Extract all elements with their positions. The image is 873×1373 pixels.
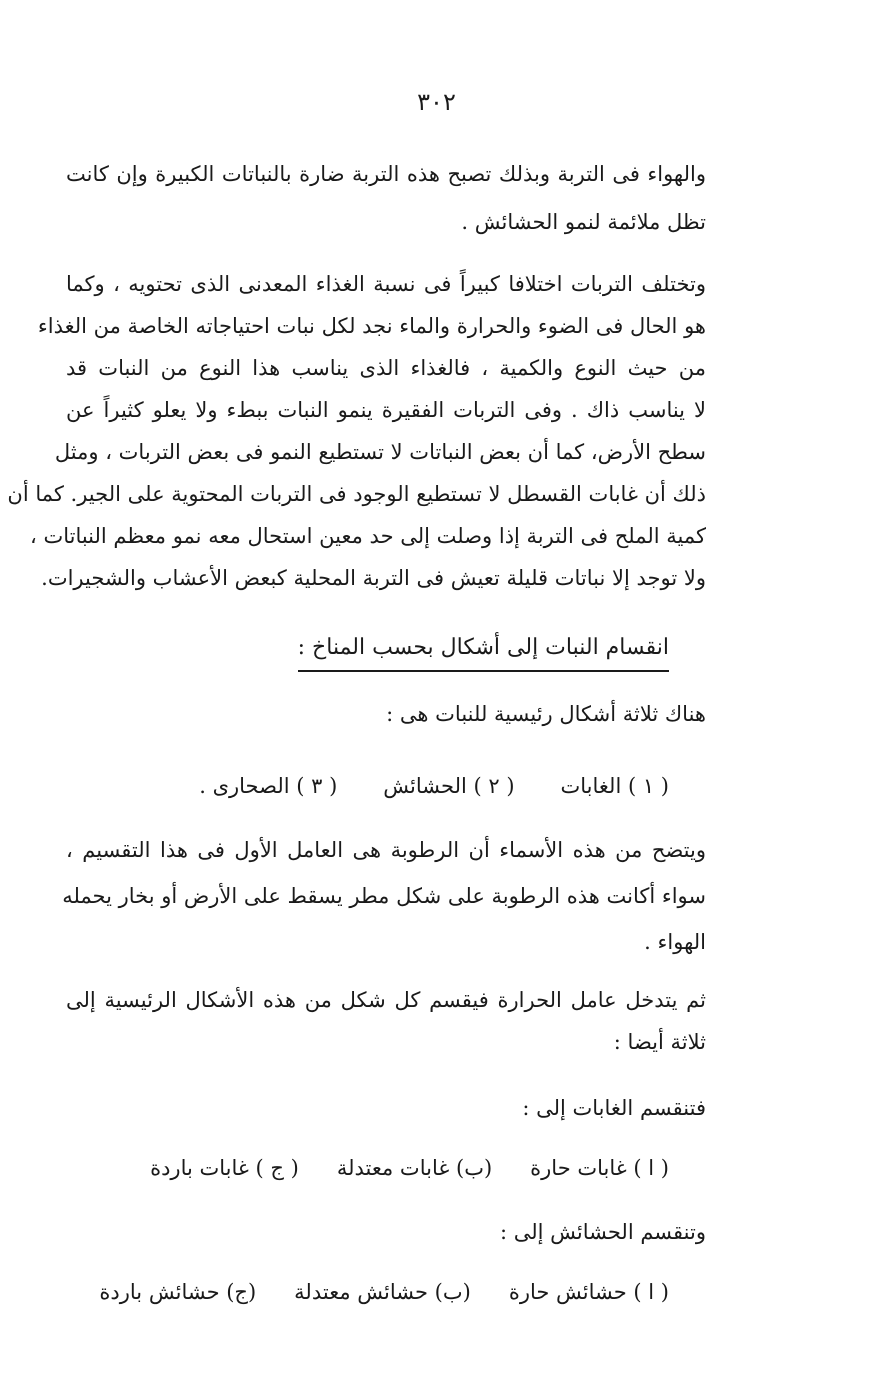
paragraph-2-line-3: من حيث النوع والكمية ، فالغذاء الذى يناسب هذا النوع من النبات قد [66, 356, 706, 380]
paragraph-2-line-1: وتختلف التربات اختلافا كبيراً فى نسبة الغذاء المعدنى الذى تحتويه ، وكما [66, 272, 706, 296]
main-forms-list [199, 766, 669, 806]
grasses-intro: وتنقسم الحشائش إلى : [499, 1220, 706, 1244]
grass-types-list [99, 1272, 669, 1312]
forms-intro-line: هناك ثلاثة أشكال رئيسية للنبات هى : [386, 702, 706, 726]
forests-intro: فتنقسم الغابات إلى : [522, 1096, 706, 1120]
paragraph-4-line-2: ثلاثة أيضا : [613, 1030, 706, 1054]
section-heading: انقسام النبات إلى أشكال بحسب المناخ : [298, 628, 669, 672]
main-form-deserts: ( ٣ ) الصحارى . [199, 774, 338, 798]
paragraph-1-line-2: تظل ملائمة لنمو الحشائش . [461, 210, 706, 234]
forest-types-list [150, 1148, 669, 1188]
paragraph-3-line-2: سواء أكانت هذه الرطوبة على شكل مطر يسقط على الأرض أو بخار يحمله [62, 884, 706, 908]
paragraph-1-line-1: والهواء فى التربة وبذلك تصبح هذه التربة ضارة بالنباتات الكبيرة وإن كانت [66, 162, 706, 186]
paragraph-2-line-6: ذلك أن غابات القسطل لا تستطيع الوجود فى التربات المحتوية على الجير. كما أن [7, 482, 706, 506]
paragraph-3-line-1: ويتضح من هذه الأسماء أن الرطوبة هى العامل الأول فى هذا التقسيم ، [66, 838, 706, 862]
paragraph-2-line-2: هو الحال فى الضوء والحرارة والماء نجد لكل نبات احتياجاته الخاصة من الغذاء [37, 314, 706, 338]
paragraph-2-line-4: لا يناسب ذاك . وفى التربات الفقيرة ينمو النبات ببطء ولا يعلو كثيراً عن [66, 398, 706, 422]
paragraph-3-line-3: الهواء . [644, 930, 706, 954]
forest-type-hot: ( ا ) غابات حارة [530, 1156, 669, 1180]
grass-type-hot: ( ا ) حشائش حارة [508, 1280, 669, 1304]
paragraph-2-line-7: كمية الملح فى التربة إذا وصلت إلى حد معين استحال معه نمو معظم النباتات ، [29, 524, 706, 548]
paragraph-2-line-8: ولا توجد إلا نباتات قليلة تعيش فى التربة المحلية كبعض الأعشاب والشجيرات. [41, 566, 706, 590]
grass-type-temperate: (ب) حشائش معتدلة [294, 1280, 471, 1304]
paragraph-2-line-5: سطح الأرض، كما أن بعض النباتات لا تستطيع النمو فى بعض التربات ، ومثل [54, 440, 706, 464]
main-form-grasses: ( ٢ ) الحشائش [383, 774, 515, 798]
paragraph-4-line-1: ثم يتدخل عامل الحرارة فيقسم كل شكل من هذه الأشكال الرئيسية إلى [66, 988, 706, 1012]
page-number: ٣٠٢ [417, 88, 456, 116]
main-form-forests: ( ١ ) الغابات [560, 774, 669, 798]
forest-type-temperate: (ب) غابات معتدلة [336, 1156, 493, 1180]
grass-type-cold: (ج) حشائش باردة [99, 1280, 257, 1304]
forest-type-cold: ( ج ) غابات باردة [150, 1156, 299, 1180]
